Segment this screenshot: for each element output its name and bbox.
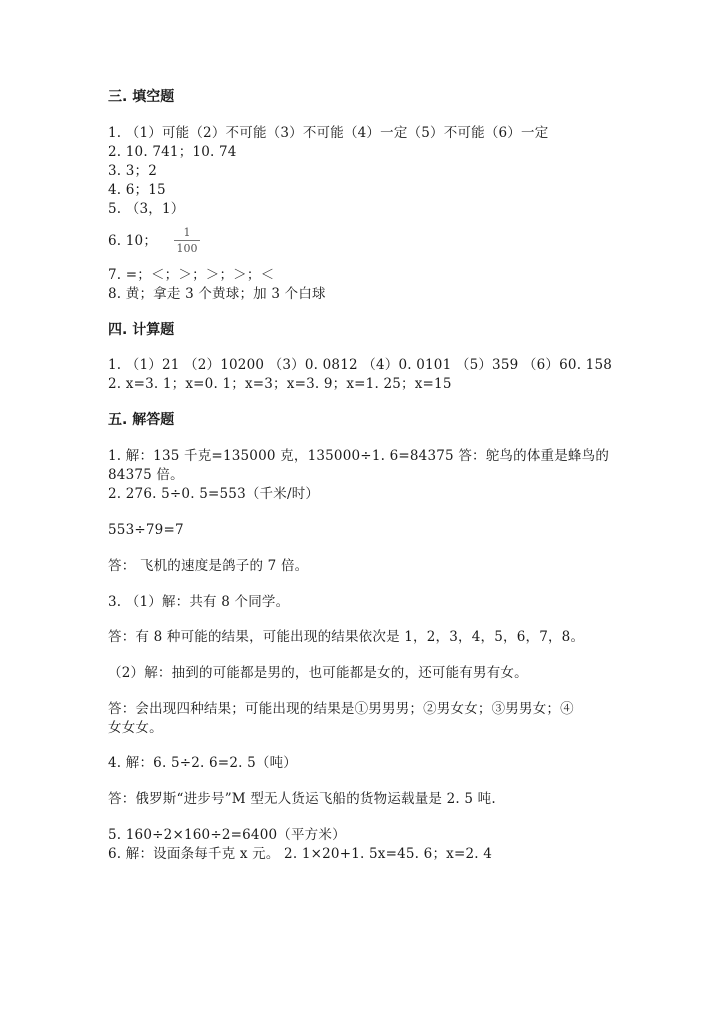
solve-answer-1-line-2: 84375 倍。 xyxy=(108,467,184,483)
fill-answer-8: 8. 黄；拿走 3 个黄球；加 3 个白球 xyxy=(108,286,326,302)
solve-answer-2-line-2: 553÷79=7 xyxy=(108,522,184,538)
solve-answer-5-line-1: 5. 160÷2×160÷2=6400（平方米） xyxy=(108,827,346,843)
section-title-solve: 五. 解答题 xyxy=(108,412,175,428)
solve-answer-1-line-1: 1. 解：135 千克=135000 克，135000÷1. 6=84375 答：鸵鸟的体重是蜂鸟的 xyxy=(108,448,610,464)
fill-answer-2: 2. 10. 741；10. 74 xyxy=(108,144,237,160)
fraction-denominator: 100 xyxy=(176,242,198,255)
fraction-numerator: 1 xyxy=(183,226,191,239)
fill-answer-5: 5. （3，1） xyxy=(108,201,185,217)
fill-answer-1: 1. （1）可能（2）不可能（3）不可能（4）一定（5）不可能（6）一定 xyxy=(108,125,549,141)
solve-answer-3-line-4: 答：会出现四种结果；可能出现的结果是①男男男；②男女女；③男男女；④ xyxy=(108,701,574,717)
solve-answer-3-line-3: （2）解：抽到的可能都是男的，也可能都是女的，还可能有男有女。 xyxy=(108,665,528,681)
fraction-bar xyxy=(174,240,200,241)
fill-answer-7: 7. =；＜；＞；＞；＞；＜ xyxy=(108,267,275,283)
solve-answer-4-line-2: 答：俄罗斯“进步号”M 型无人货运飞船的货物运载量是 2. 5 吨. xyxy=(108,791,496,807)
solve-answer-3-line-5: 女女女。 xyxy=(108,720,163,736)
solve-answer-3-line-1: 3. （1）解：共有 8 个同学。 xyxy=(108,594,290,610)
solve-answer-6-line-1: 6. 解：设面条每千克 x 元。 2. 1×20+1. 5x=45. 6；x=2. 4 xyxy=(108,846,493,862)
section-title-fill-blank: 三. 填空题 xyxy=(108,89,175,105)
calc-answer-1: 1. （1）21 （2）10200 （3）0. 0812 （4）0. 0101 （5）359 （6）60. 158 xyxy=(108,357,613,373)
solve-answer-3-line-2: 答：有 8 种可能的结果，可能出现的结果依次是 1，2，3，4，5，6，7，8。 xyxy=(108,629,585,645)
solve-answer-4-line-1: 4. 解：6. 5÷2. 6=2. 5（吨） xyxy=(108,755,297,771)
fraction-one-hundredth xyxy=(174,226,200,255)
solve-answer-2-line-1: 2. 276. 5÷0. 5=553（千米/时） xyxy=(108,486,320,502)
solve-answer-2-line-3: 答： 飞机的速度是鸽子的 7 倍。 xyxy=(108,558,309,574)
fill-answer-6: 6. 10； xyxy=(108,233,158,249)
fill-answer-3: 3. 3；2 xyxy=(108,163,158,179)
section-title-calculation: 四. 计算题 xyxy=(108,322,175,338)
calc-answer-2: 2. x=3. 1；x=0. 1；x=3；x=3. 9；x=1. 25；x=15 xyxy=(108,376,452,392)
fill-answer-4: 4. 6；15 xyxy=(108,182,166,198)
